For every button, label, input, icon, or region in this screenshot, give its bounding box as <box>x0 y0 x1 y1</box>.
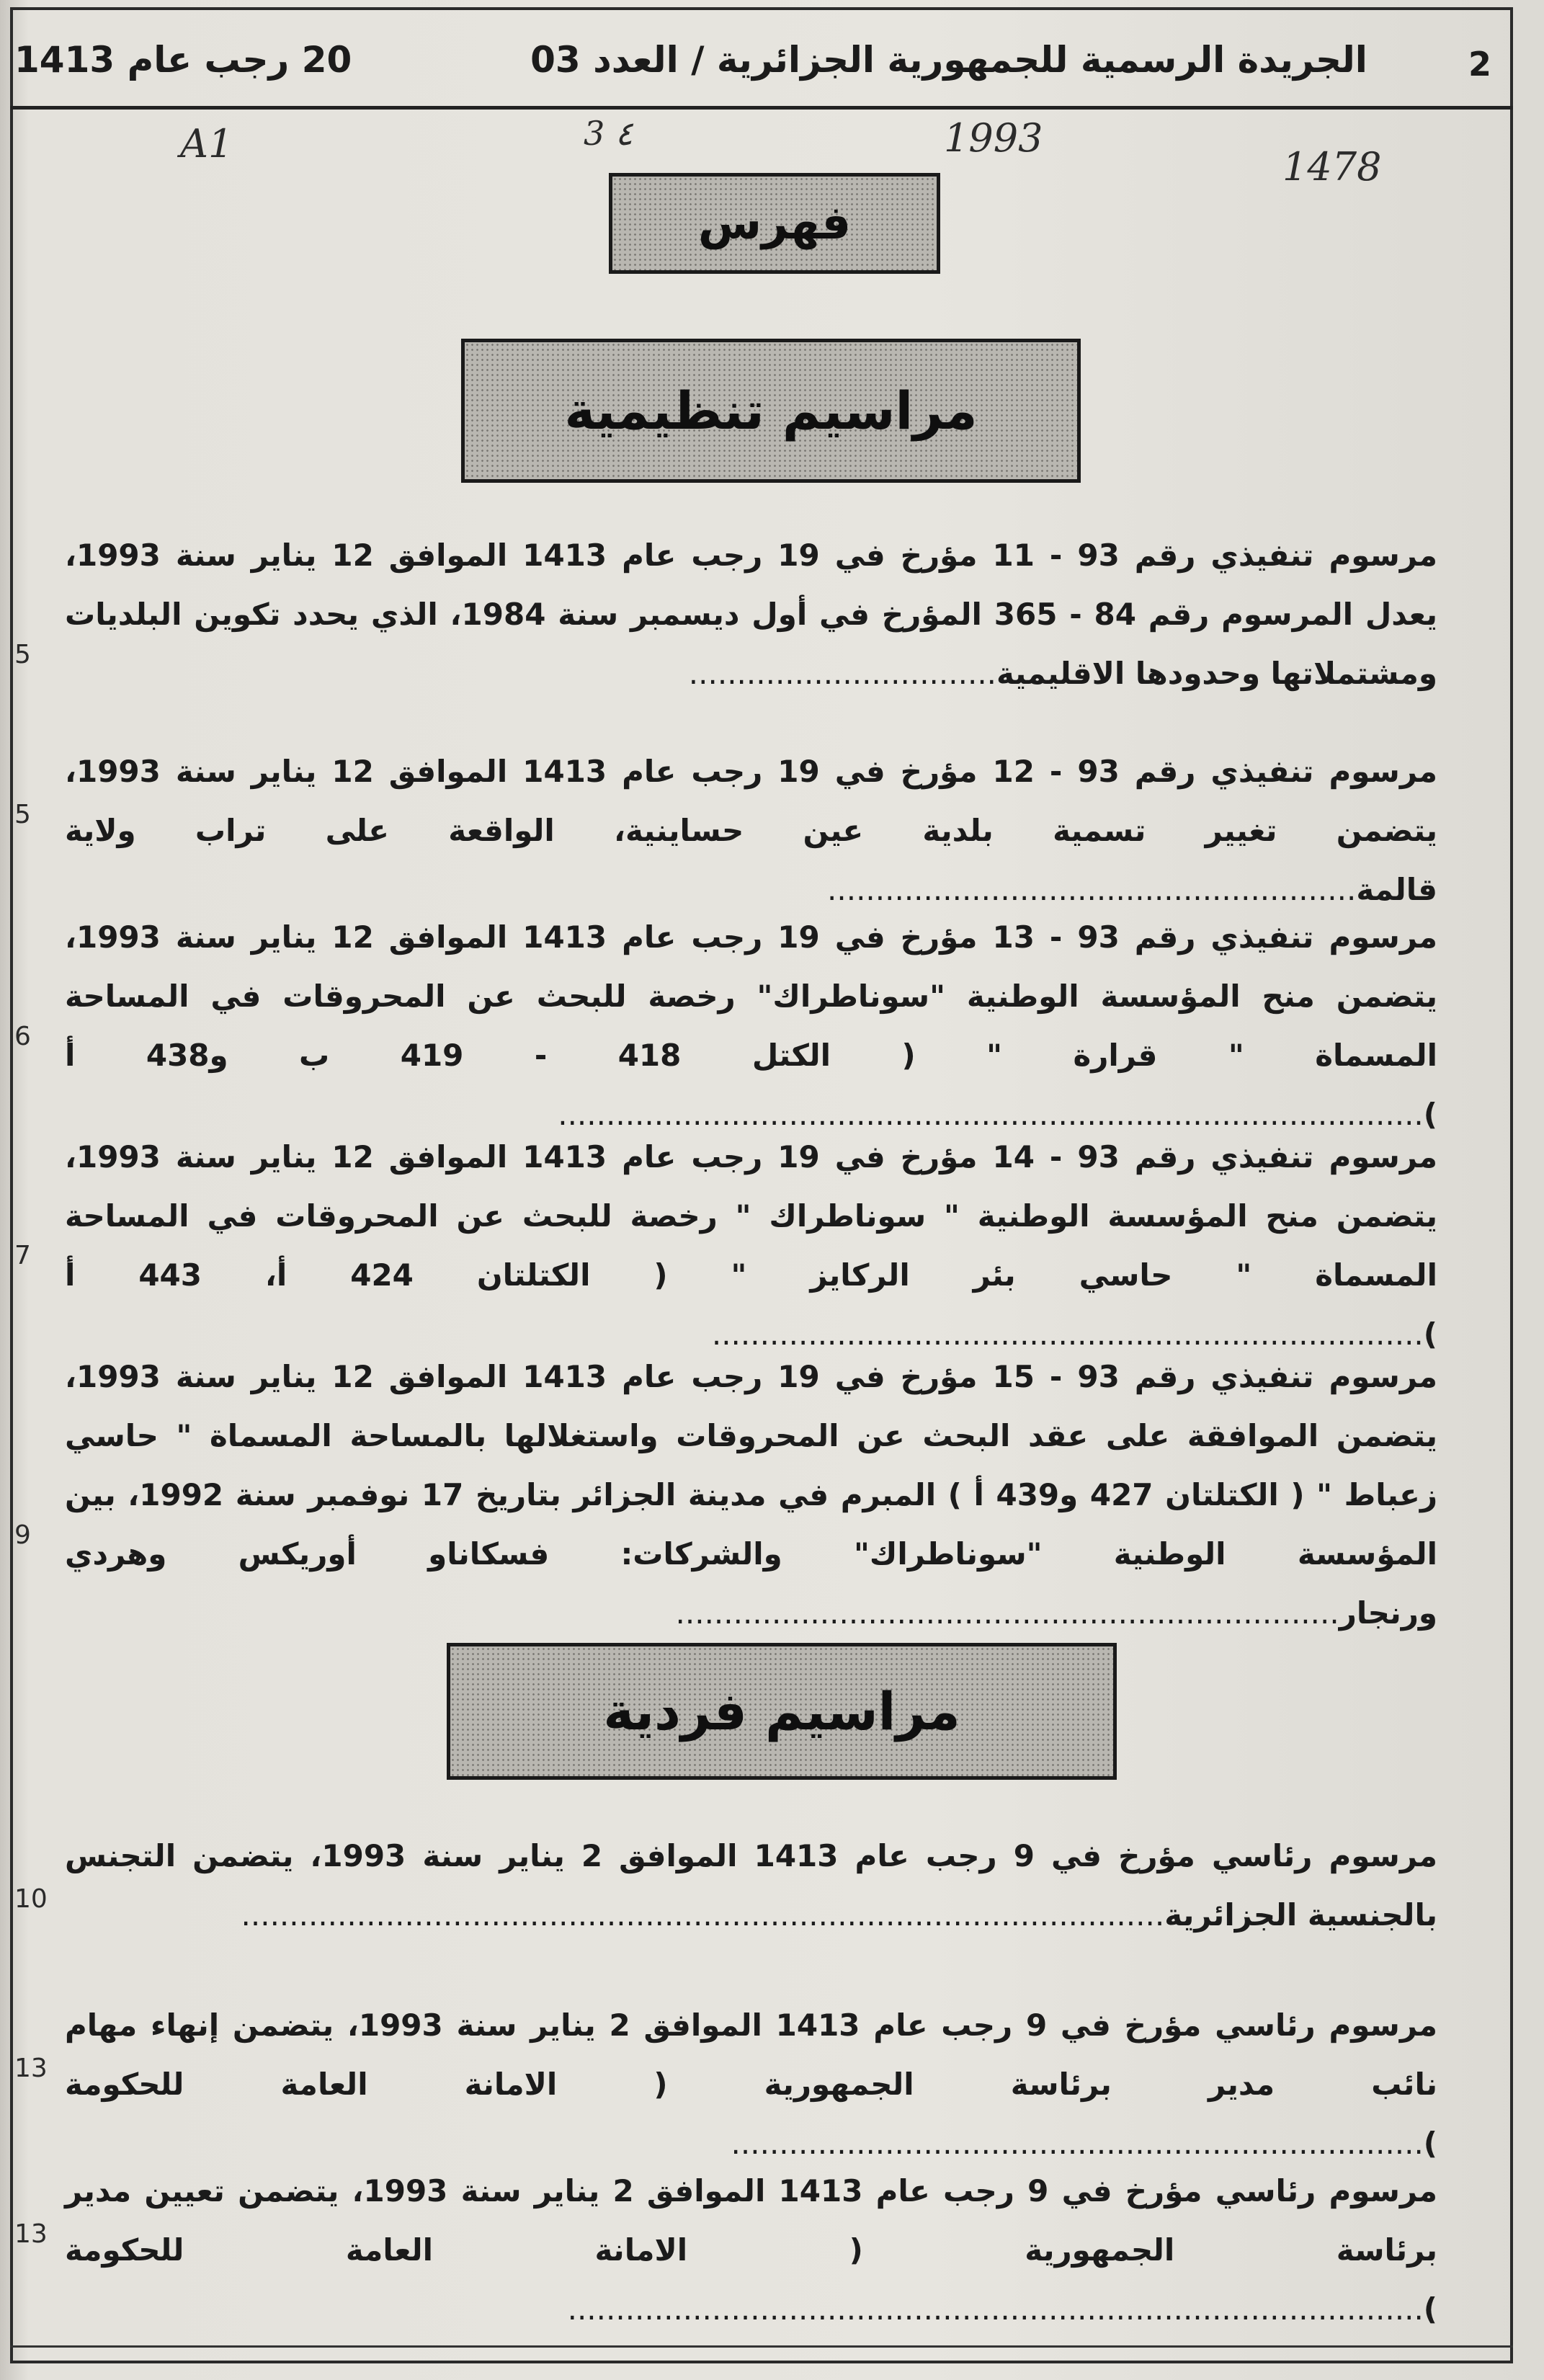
entry-page-number: 13 <box>14 2054 48 2083</box>
toc-entry <box>65 1996 1437 2173</box>
leader-dots: ........................................................................ <box>731 2126 1424 2161</box>
entry-page-number: 13 <box>14 2219 48 2249</box>
index-title-box: فهرس <box>609 173 940 274</box>
toc-entry <box>65 908 1437 1144</box>
issue-date: 20 رجب عام 1413 <box>14 39 352 81</box>
entry-text: مرسوم تنفيذي رقم 93 - 15 مؤرخ في 19 رجب عام 1413 الموافق 12 يناير سنة 1993، يتضمن الموافقة على عقد البحث عن المحروقات واستغلالها بالمساحة المسماة " حاسي زعباط " ( الكتلتان 427 و439 أ ) المبرم في مدينة الجزائر بتاريخ 17 نوفمبر سنة 1992، بين المؤسسة الوطنية "سوناطراك" والشركات: فسكاناو أوريكس وهردي ورنجار <box>65 1359 1438 1631</box>
leader-dots: .......................................................................... <box>711 1316 1424 1352</box>
entry-text: مرسوم رئاسي مؤرخ في 9 رجب عام 1413 الموافق 2 يناير سنة 1993، يتضمن تعيين مدير برئاسة الجمهورية ( الامانة العامة للحكومة ) <box>65 2173 1438 2327</box>
toc-entry <box>65 1347 1437 1643</box>
toc-entry <box>65 526 1437 703</box>
page-number: 2 <box>1468 45 1491 84</box>
entry-text: مرسوم تنفيذي رقم 93 - 11 مؤرخ في 19 رجب عام 1413 الموافق 12 يناير سنة 1993، يعدل المرسوم رقم 84 - 365 المؤرخ في أول ديسمبر سنة 1984، الذي يحدد تكوين البلديات ومشتملاتها وحدودها الاقليمية <box>65 538 1438 691</box>
entry-page-number: 9 <box>14 1520 31 1550</box>
leader-dots: ................................ <box>688 656 997 691</box>
handwritten-note: A1 <box>180 121 233 166</box>
entry-text: مرسوم تنفيذي رقم 93 - 14 مؤرخ في 19 رجب عام 1413 الموافق 12 يناير سنة 1993، يتضمن منح المؤسسة الوطنية " سوناطراك " رخصة للبحث عن المحروقات في المساحة المسماة " حاسي بئر الركايز " ( الكتلتان 424 أ، 443 أ ) <box>65 1139 1437 1352</box>
entry-text: مرسوم تنفيذي رقم 93 - 13 مؤرخ في 19 رجب عام 1413 الموافق 12 يناير سنة 1993، يتضمن منح المؤسسة الوطنية "سوناطراك" رخصة للبحث عن المحروقات في المساحة المسماة " قرارة " ( الكتل 418 - 419 ب و438 أ ) <box>65 919 1437 1132</box>
entry-page-number: 5 <box>14 800 31 829</box>
page-header <box>10 7 1513 110</box>
entry-page-number: 6 <box>14 1022 31 1051</box>
gazette-title: الجريدة الرسمية للجمهورية الجزائرية / العدد 03 <box>530 39 1367 81</box>
handwritten-note: 1478 <box>1282 144 1382 190</box>
leader-dots: ..................................................................... <box>675 1595 1339 1631</box>
individual-decrees-title: مراسيم فردية <box>447 1643 1117 1780</box>
handwritten-note: 3 ٤ <box>584 114 633 153</box>
entry-page-number: 10 <box>14 1884 48 1914</box>
bottom-rule <box>10 2345 1513 2348</box>
regulatory-decrees-title: مراسيم تنظيمية <box>461 339 1081 483</box>
handwritten-note: 1993 <box>944 115 1043 161</box>
entry-text: مرسوم رئاسي مؤرخ في 9 رجب عام 1413 الموافق 2 يناير سنة 1993، يتضمن إنهاء مهام نائب مدير برئاسة الجمهورية ( الامانة العامة للحكومة ) <box>65 2007 1437 2161</box>
toc-entry <box>65 2162 1437 2339</box>
entry-text: مرسوم تنفيذي رقم 93 - 12 مؤرخ في 19 رجب عام 1413 الموافق 12 يناير سنة 1993، يتضمن تغيير تسمية بلدية عين حساينية، الواقعة على تراب ولاية قالمة <box>65 754 1437 907</box>
toc-entry <box>65 1128 1437 1364</box>
leader-dots: ................................................................................................ <box>241 1897 1165 1933</box>
entry-page-number: 5 <box>14 640 31 669</box>
leader-dots: .......................................................................................... <box>558 1097 1424 1132</box>
entry-text: مرسوم رئاسي مؤرخ في 9 رجب عام 1413 الموافق 2 يناير سنة 1993، يتضمن التجنس بالجنسية الجزائرية <box>65 1838 1437 1933</box>
leader-dots: ......................................................................................... <box>567 2291 1424 2327</box>
leader-dots: ....................................................... <box>827 872 1357 907</box>
entry-page-number: 7 <box>14 1241 31 1270</box>
toc-entry <box>65 1827 1437 1945</box>
toc-entry <box>65 742 1437 919</box>
